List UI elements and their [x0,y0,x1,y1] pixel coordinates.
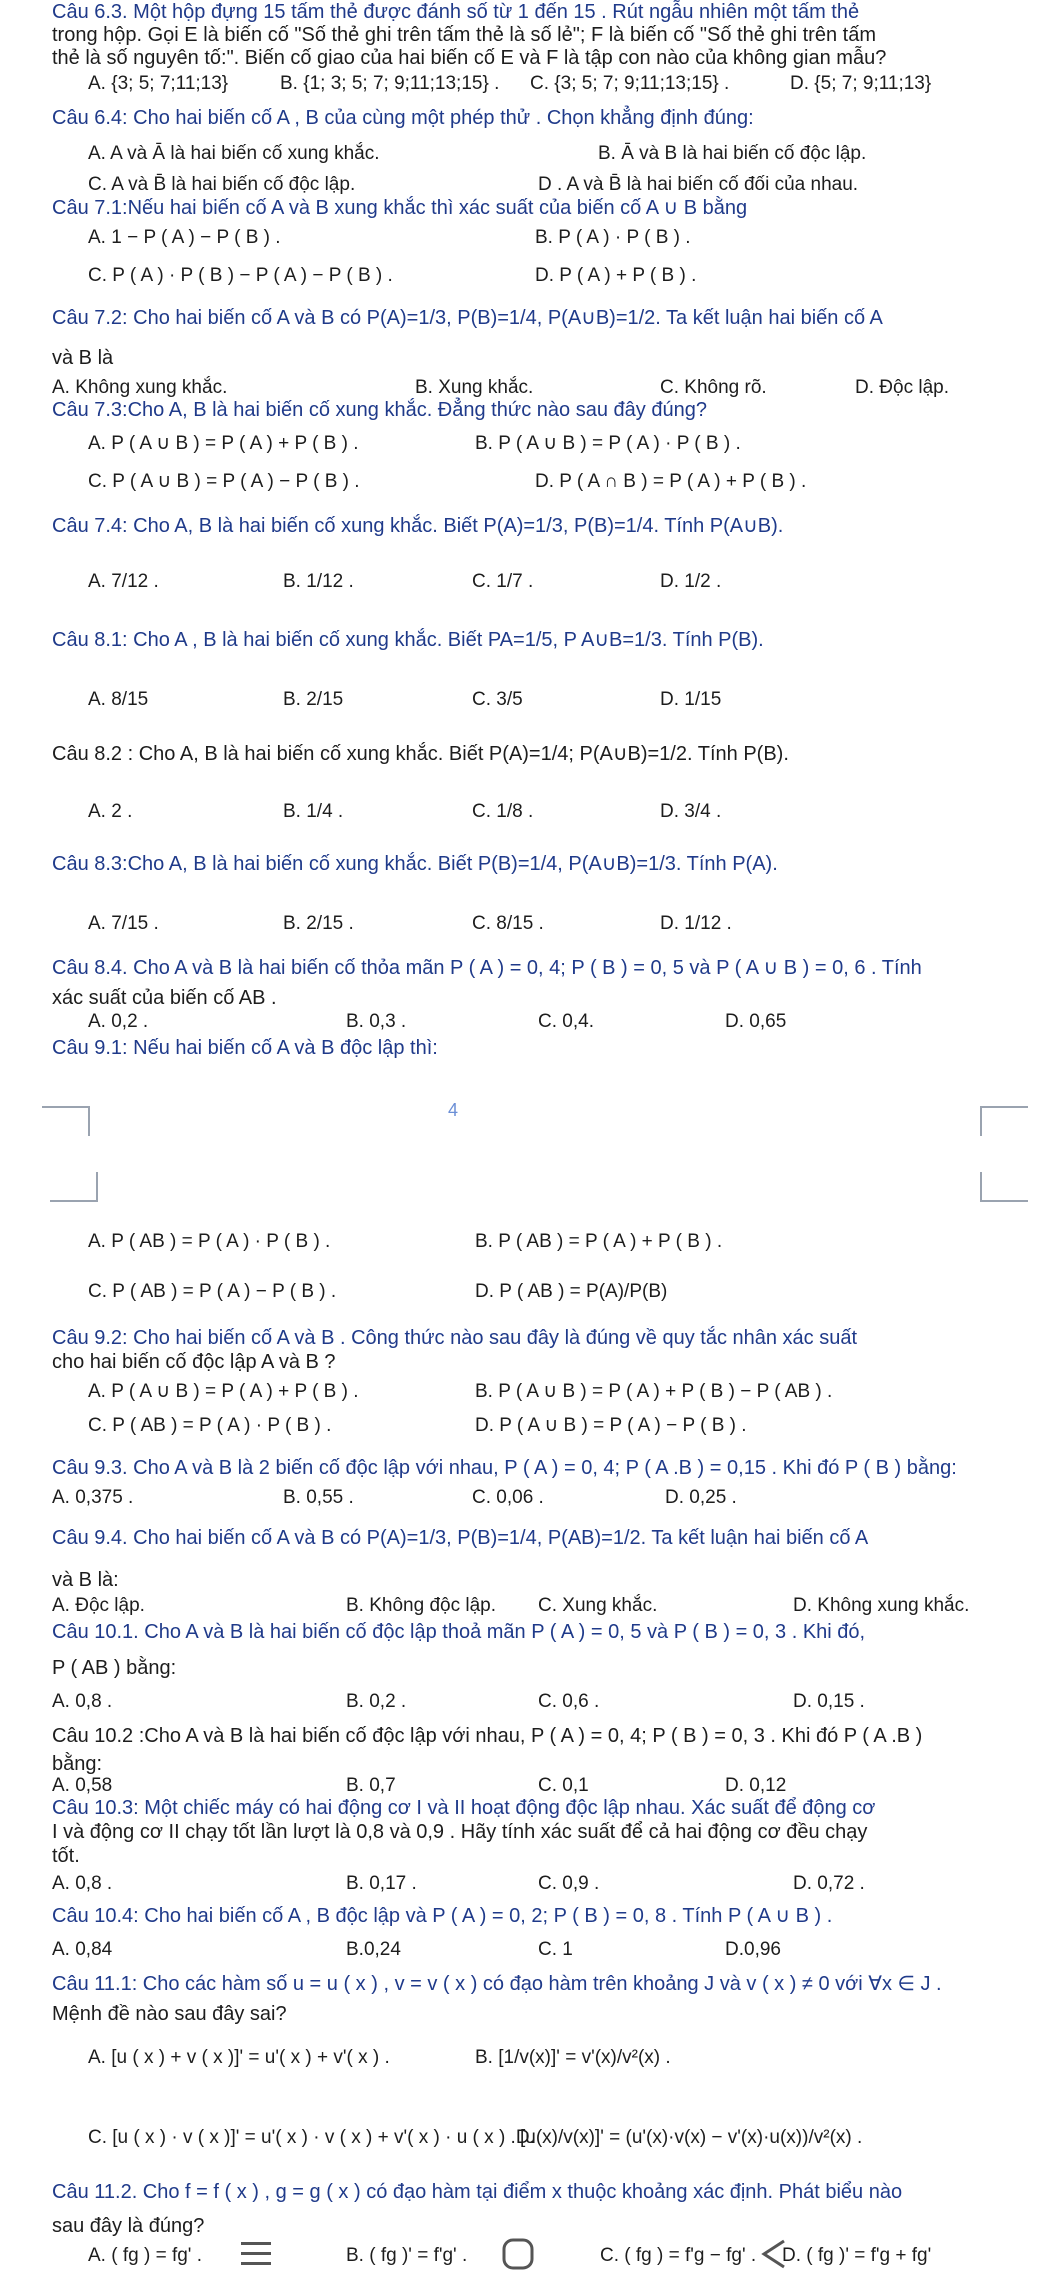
question-text: sau đây là đúng? [52,2215,205,2237]
answer-option: B. P ( A ) · P ( B ) . [535,227,691,248]
answer-option: D. Không xung khắc. [793,1595,970,1616]
question-text: thẻ là số nguyên tố:". Biến cố giao của hai biến cố E và F là tập con nào của không gian mẫu? [52,47,887,69]
answer-option: A. P ( A ∪ B ) = P ( A ) + P ( B ) . [88,433,359,454]
answer-option: D . A và B̄ là hai biến cố đối của nhau. [538,174,859,195]
answer-option: B. 2/15 . [283,913,354,934]
answer-option: A. A và Ā là hai biến cố xung khắc. [88,143,380,164]
answer-option: B. 2/15 [283,689,344,710]
answer-option: D. 1/15 [660,689,722,710]
answer-option: D. Độc lập. [855,377,949,398]
answer-option: A. 7/15 . [88,913,159,934]
answer-option: C. P ( A ∪ B ) = P ( A ) − P ( B ) . [88,471,360,492]
answer-option: C. 0,1 [538,1775,589,1796]
answer-option: A. ( fg ) = fg' . [88,2245,202,2266]
question-text: Câu 9.2: Cho hai biến cố A và B . Công thức nào sau đây là đúng về quy tắc nhân xác suất [52,1327,858,1349]
answer-option: D. {5; 7; 9;11;13} [790,73,932,94]
question-text: Câu 11.2. Cho f = f ( x ) , g = g ( x ) có đạo hàm tại điểm x thuộc khoảng xác định. Phát biểu nào [52,2181,903,2203]
question-text: Câu 6.4: Cho hai biến cố A , B của cùng một phép thử . Chọn khẳng định đúng: [52,107,754,129]
menu-icon[interactable] [238,2237,274,2271]
answer-option: C. P ( A ) · P ( B ) − P ( A ) − P ( B ) . [88,265,393,286]
answer-option: B. 0,17 . [346,1873,417,1894]
answer-option: C. 0,9 . [538,1873,600,1894]
answer-option: A. 2 . [88,801,133,822]
back-icon[interactable] [756,2237,792,2271]
answer-option: D. 1/2 . [660,571,722,592]
question-text: Câu 8.4. Cho A và B là hai biến cố thỏa mãn P ( A ) = 0, 4; P ( B ) = 0, 5 và P ( A ∪ B ) = 0, 6 . Tính [52,957,922,979]
answer-option: D.0,96 [725,1939,781,1960]
answer-option: C. 1/8 . [472,801,534,822]
answer-option: B. P ( AB ) = P ( A ) + P ( B ) . [475,1231,723,1252]
answer-option: C. Không rõ. [660,377,767,398]
question-text: tốt. [52,1845,80,1867]
answer-option: D. P ( A ∪ B ) = P ( A ) − P ( B ) . [475,1415,747,1436]
answer-option: D. P ( A ∩ B ) = P ( A ) + P ( B ) . [535,471,807,492]
question-text: Câu 10.2 :Cho A và B là hai biến cố độc lập với nhau, P ( A ) = 0, 4; P ( B ) = 0, 3 . Khi đó P ( A .B ) [52,1725,923,1747]
answer-option: A. P ( A ∪ B ) = P ( A ) + P ( B ) . [88,1381,359,1402]
answer-option: D. 0,12 [725,1775,787,1796]
answer-option: B. 0,7 [346,1775,396,1796]
answer-option: C. P ( AB ) = P ( A ) − P ( B ) . [88,1281,337,1302]
answer-option: C. 1 [538,1939,573,1960]
question-text: Câu 8.3:Cho A, B là hai biến cố xung khắc. Biết P(B)=1/4, P(A∪B)=1/3. Tính P(A). [52,853,778,875]
question-text: Câu 7.4: Cho A, B là hai biến cố xung khắc. Biết P(A)=1/3, P(B)=1/4. Tính P(A∪B). [52,515,784,537]
answer-option: B. P ( A ∪ B ) = P ( A ) · P ( B ) . [475,433,741,454]
answer-option: B. ( fg )' = f'g' . [346,2245,468,2266]
answer-option: C. A và B̄ là hai biến cố độc lập. [88,174,356,195]
question-text: I và động cơ II chạy tốt lần lượt là 0,8 và 0,9 . Hãy tính xác suất để cả hai động cơ đều chạy [52,1821,868,1843]
answer-option: B. Xung khắc. [415,377,534,398]
answer-option: A. 0,8 . [52,1873,113,1894]
answer-option: A. 8/15 [88,689,149,710]
question-text: Câu 6.3. Một hộp đựng 15 tấm thẻ được đánh số từ 1 đến 15 . Rút ngẫu nhiên một tấm thẻ [52,1,860,23]
answer-option: A. 7/12 . [88,571,159,592]
question-text: Câu 9.4. Cho hai biến cố A và B có P(A)=1/3, P(B)=1/4, P(AB)=1/2. Ta kết luận hai biến cố A [52,1527,869,1549]
answer-option: D. 3/4 . [660,801,722,822]
crop-mark [980,1106,1028,1136]
question-text: Câu 8.1: Cho A , B là hai biến cố xung khắc. Biết PA=1/5, P A∪B=1/3. Tính P(B). [52,629,764,651]
answer-option: B.0,24 [346,1939,401,1960]
answer-option: B. 1/4 . [283,801,344,822]
question-text: Câu 10.1. Cho A và B là hai biến cố độc lập thoả mãn P ( A ) = 0, 5 và P ( B ) = 0, 3 . Khi đó, [52,1621,866,1643]
question-text: bằng: [52,1753,103,1775]
answer-option: A. {3; 5; 7;11;13} [88,73,229,94]
navigation-bar [0,2235,1037,2277]
answer-option: D. 0,15 . [793,1691,865,1712]
answer-option: C. 0,4. [538,1011,594,1032]
question-text: Câu 9.1: Nếu hai biến cố A và B độc lập thì: [52,1037,438,1059]
answer-option: A. [u ( x ) + v ( x )]' = u'( x ) + v'( x ) . [88,2047,390,2068]
answer-option: B. 0,2 . [346,1691,407,1712]
answer-option: C. 0,6 . [538,1691,600,1712]
answer-option: C. 8/15 . [472,913,544,934]
answer-option: [u(x)/v(x)]' = (u'(x)·v(x) − v'(x)·u(x))/v²(x) . [520,2127,863,2148]
answer-option: B. Ā và B là hai biến cố độc lập. [598,143,867,164]
question-text: Câu 7.2: Cho hai biến cố A và B có P(A)=1/3, P(B)=1/4, P(A∪B)=1/2. Ta kết luận hai biến cố A [52,307,883,329]
answer-option: B. 1/12 . [283,571,354,592]
crop-mark [42,1106,90,1136]
answer-option: A. Không xung khắc. [52,377,228,398]
home-icon[interactable] [500,2237,536,2271]
answer-option: A. P ( AB ) = P ( A ) · P ( B ) . [88,1231,331,1252]
answer-option: A. 0,58 [52,1775,113,1796]
answer-option: D. ( fg )' = f'g + fg' [782,2245,932,2266]
answer-option: A. 0,8 . [52,1691,113,1712]
crop-mark [980,1172,1028,1202]
question-text: P ( AB ) bằng: [52,1657,177,1679]
question-text: cho hai biến cố độc lập A và B ? [52,1351,336,1373]
crop-mark [50,1172,98,1202]
answer-option: B. 0,55 . [283,1487,354,1508]
answer-option: D. 0,72 . [793,1873,865,1894]
question-text: Câu 10.4: Cho hai biến cố A , B độc lập và P ( A ) = 0, 2; P ( B ) = 0, 8 . Tính P ( A ∪ B ) . [52,1905,833,1927]
answer-option: B. Không độc lập. [346,1595,496,1616]
answer-option: A. 0,375 . [52,1487,134,1508]
answer-option: D. 0,65 [725,1011,787,1032]
answer-option: A. Độc lập. [52,1595,145,1616]
answer-option: B. 0,3 . [346,1011,407,1032]
question-text: Câu 7.1:Nếu hai biến cố A và B xung khắc thì xác suất của biến cố A ∪ B bằng [52,197,748,219]
question-text: Mệnh đề nào sau đây sai? [52,2003,287,2025]
question-text: xác suất của biến cố AB . [52,987,277,1009]
answer-option: C. 0,06 . [472,1487,544,1508]
answer-option: A. 0,2 . [88,1011,149,1032]
question-text: trong hộp. Gọi E là biến cố "Số thẻ ghi trên tấm thẻ là số lẻ"; F là biến cố "Số thẻ ghi trên tấm [52,24,876,46]
question-text: Câu 8.2 : Cho A, B là hai biến cố xung khắc. Biết P(A)=1/4; P(A∪B)=1/2. Tính P(B). [52,743,789,765]
answer-option: D. P ( AB ) = P(A)/P(B) [475,1281,668,1302]
question-text: Câu 9.3. Cho A và B là 2 biến cố độc lập với nhau, P ( A ) = 0, 4; P ( A .B ) = 0,15 . Khi đó P ( B ) bằng: [52,1457,957,1479]
page-number: 4 [448,1100,459,1120]
answer-option: C. 1/7 . [472,571,534,592]
answer-option: A. 0,84 [52,1939,113,1960]
answer-option: C. P ( AB ) = P ( A ) · P ( B ) . [88,1415,332,1436]
answer-option: C. [u ( x ) · v ( x )]' = u'( x ) · v ( x ) + v'( x ) · u ( x ) .D. [88,2127,535,2148]
answer-option: D. 1/12 . [660,913,732,934]
answer-option: C. ( fg ) = f'g − fg' . [600,2245,757,2266]
answer-option: C. Xung khắc. [538,1595,658,1616]
question-text: Câu 11.1: Cho các hàm số u = u ( x ) , v = v ( x ) có đạo hàm trên khoảng J và v ( x ) ≠ 0 với ∀x ∈ J . [52,1973,942,1995]
question-text: Câu 7.3:Cho A, B là hai biến cố xung khắc. Đẳng thức nào sau đây đúng? [52,399,707,421]
answer-option: D. 0,25 . [665,1487,737,1508]
question-text: Câu 10.3: Một chiếc máy có hai động cơ I và II hoạt động độc lập nhau. Xác suất để động cơ [52,1797,876,1819]
answer-option: B. {1; 3; 5; 7; 9;11;13;15} . [280,73,500,94]
answer-option: D. P ( A ) + P ( B ) . [535,265,697,286]
answer-option: C. 3/5 [472,689,523,710]
answer-option: B. P ( A ∪ B ) = P ( A ) + P ( B ) − P ( AB ) . [475,1381,833,1402]
answer-option: A. 1 − P ( A ) − P ( B ) . [88,227,281,248]
answer-option: C. {3; 5; 7; 9;11;13;15} . [530,73,730,94]
question-text: và B là: [52,1569,119,1591]
question-text: và B là [52,347,114,369]
answer-option: B. [1/v(x)]' = v'(x)/v²(x) . [475,2047,671,2068]
